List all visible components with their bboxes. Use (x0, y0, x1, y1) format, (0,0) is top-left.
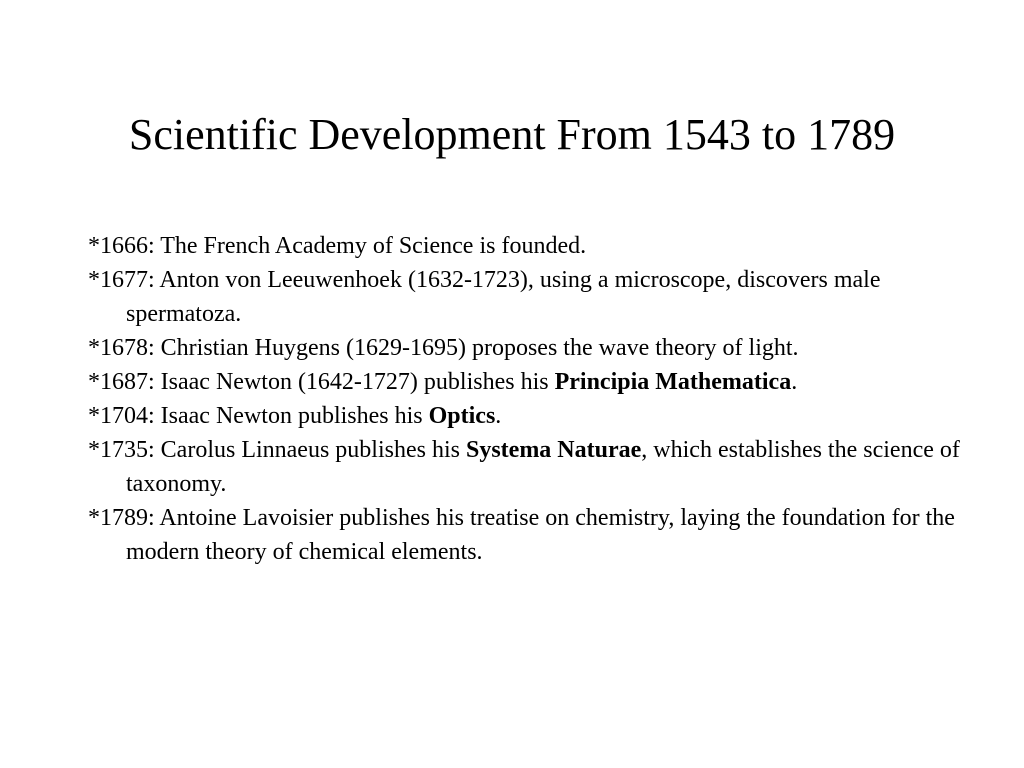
timeline-entry-1687 (88, 365, 988, 399)
timeline-entry-1677 (88, 263, 988, 331)
entry-text: *1687: Isaac Newton (1642-1727) publishes his (88, 369, 555, 395)
entry-text: *1666: The French Academy of Science is founded. (88, 233, 587, 259)
timeline-entry-1789 (88, 501, 988, 569)
timeline-entry-1735 (88, 433, 988, 501)
entry-text: *1704: Isaac Newton publishes his (88, 403, 429, 429)
book-title-systema-naturae: Systema Naturae (465, 437, 642, 463)
entry-text: *1789: Antoine Lavoisier publishes his treatise on chemistry, laying the foundation for the modern theory of chemical elements. (88, 505, 955, 565)
slide-title: Scientific Development From 1543 to 1789 (128, 110, 896, 159)
entry-text: *1678: Christian Huygens (1629-1695) proposes the wave theory of light. (88, 335, 799, 361)
entry-text-tail: . (791, 369, 798, 395)
entry-text: *1677: Anton von Leeuwenhoek (1632-1723), using a microscope, discovers male spermatoza. (88, 267, 881, 327)
timeline-entry-1666 (88, 229, 988, 263)
timeline-entry-1678 (88, 331, 988, 365)
book-title-principia: Principia Mathematica (554, 369, 792, 395)
timeline-list (88, 229, 988, 569)
book-title-optics: Optics (428, 403, 496, 429)
timeline-entry-1704 (88, 399, 988, 433)
entry-text-tail: , which establishes the science of taxonomy. (126, 437, 960, 497)
entry-text: *1735: Carolus Linnaeus publishes his (88, 437, 466, 463)
entry-text-tail: . (495, 403, 502, 429)
